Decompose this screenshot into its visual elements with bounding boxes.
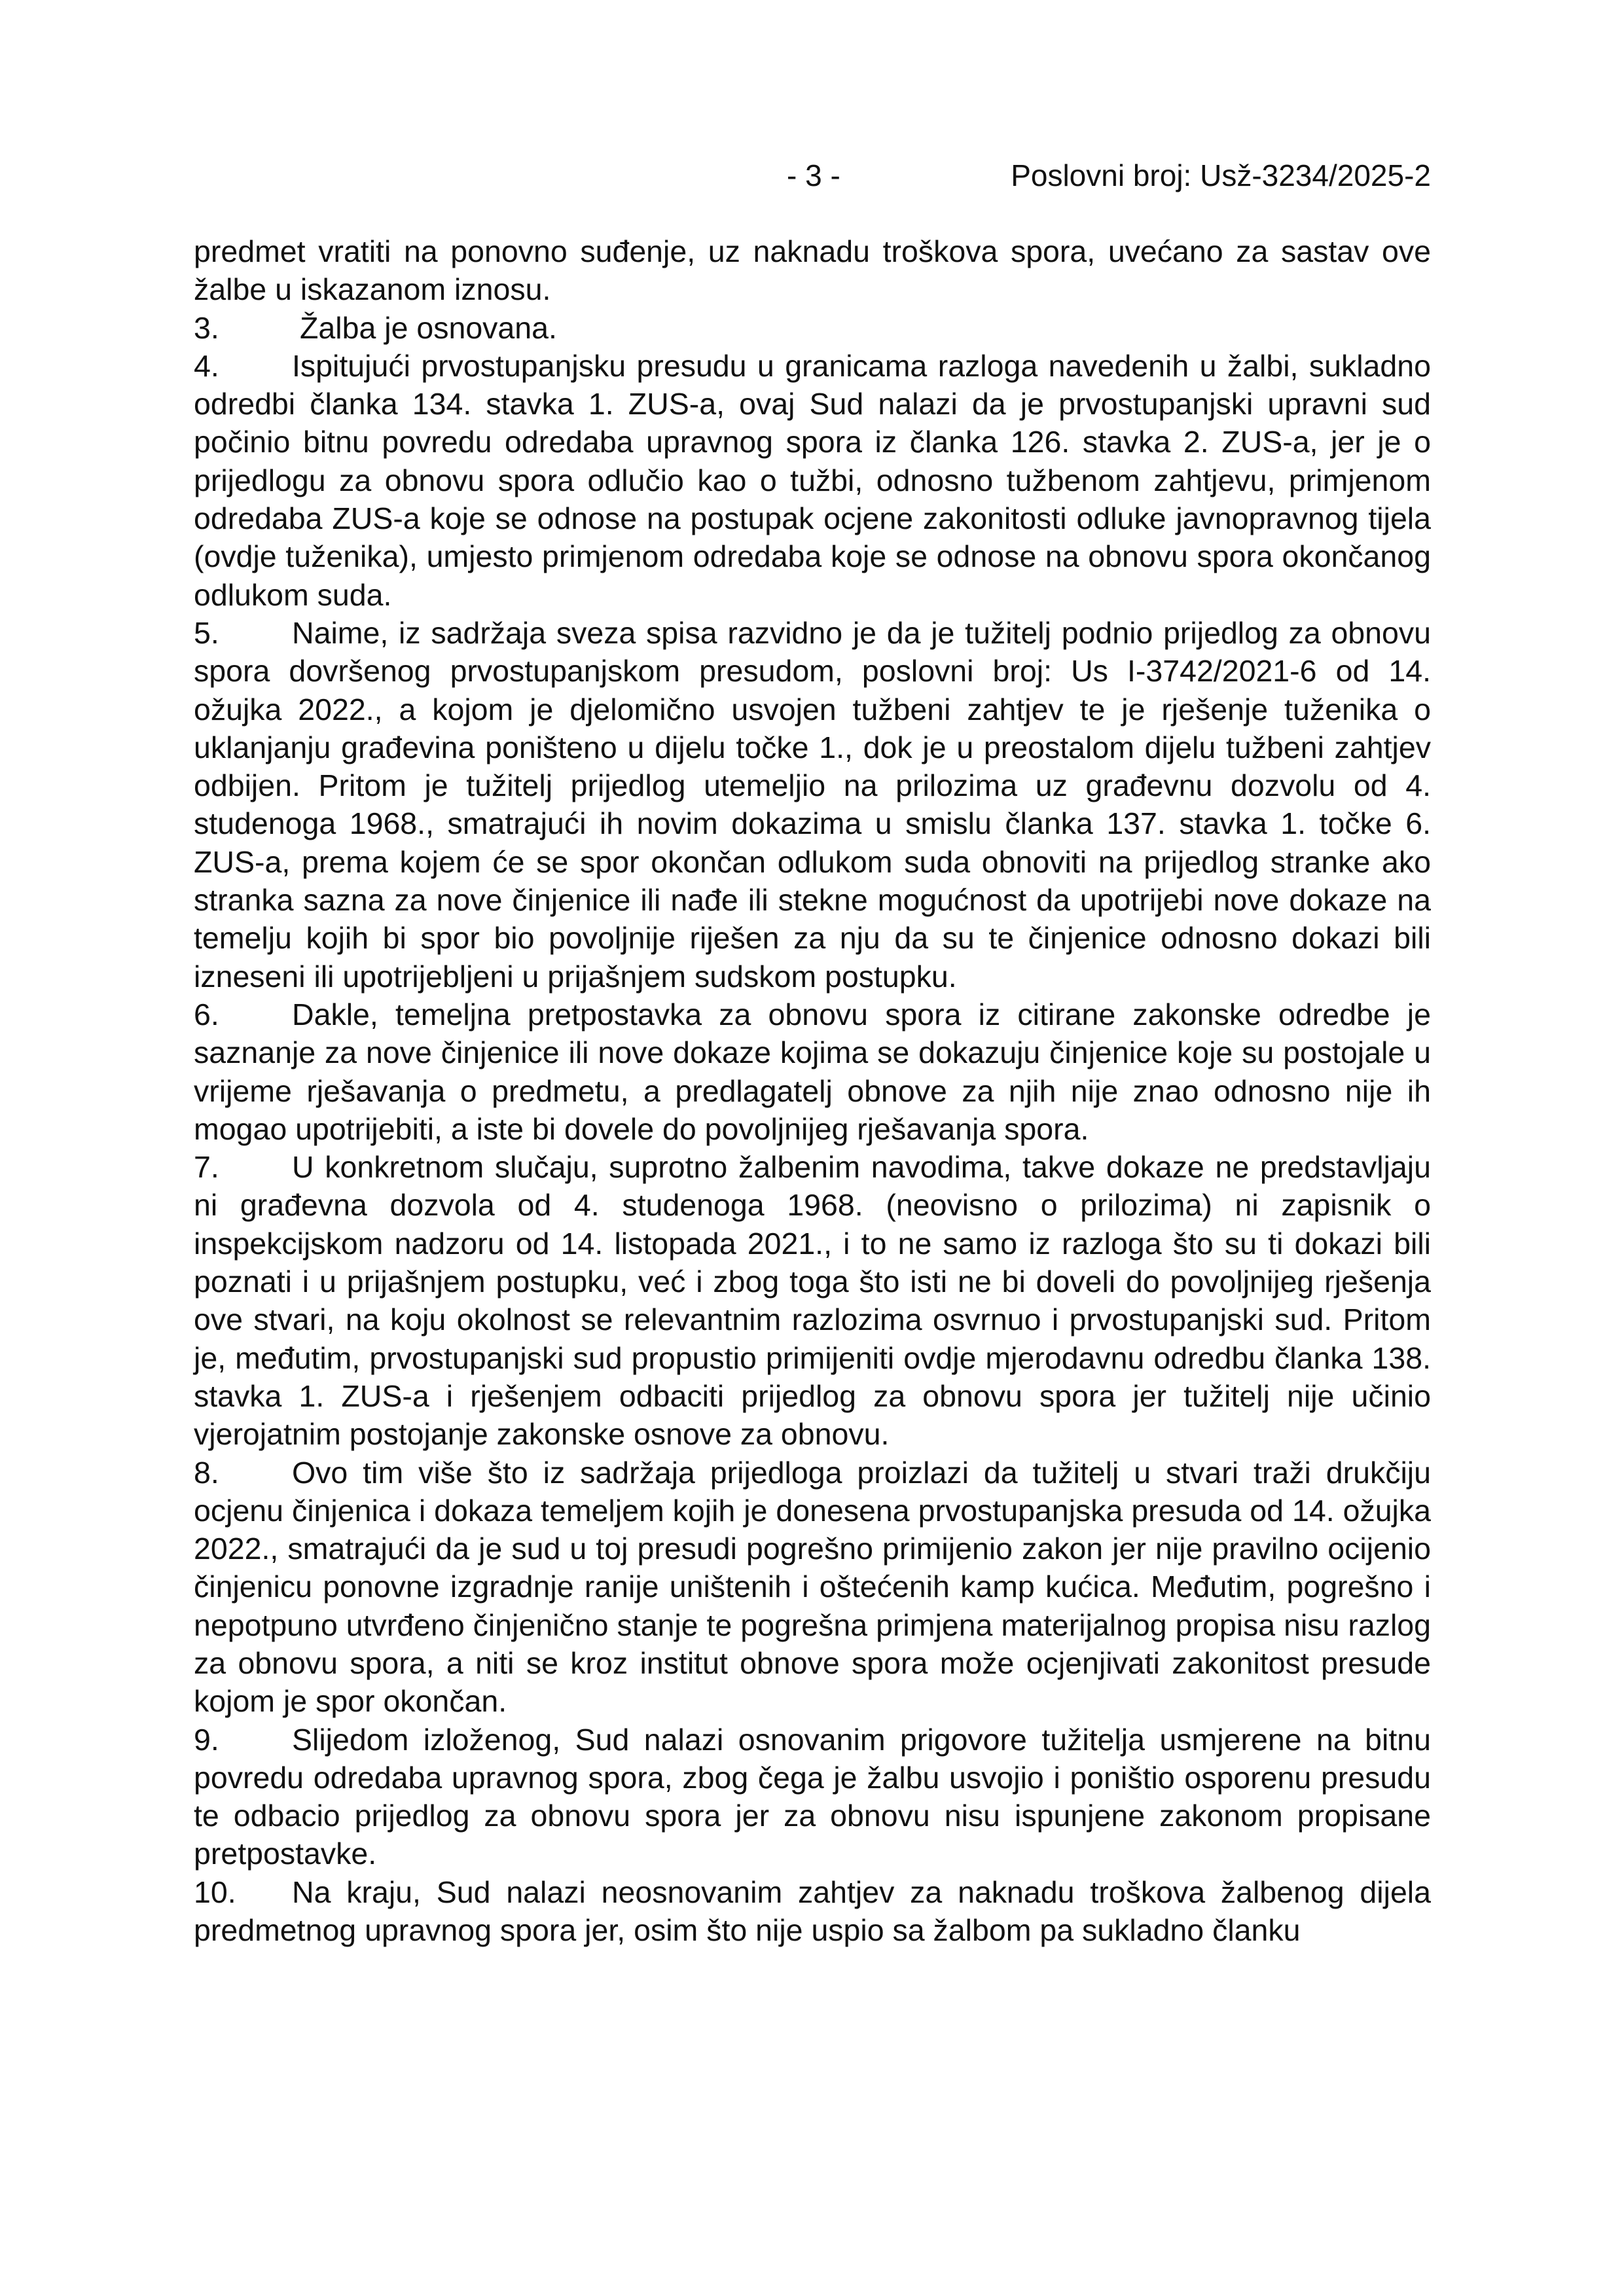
paragraph-text: Ovo tim više što iz sadržaja prijedloga proizlazi da tužitelj u stvari traži drukčiju ocjenu činjenica i dokaza temeljem kojih je donesena prvostupanjska presuda od 14. ožujka 2022., smatrajući da je sud u toj presudi pogrešno primijenio zakon jer nije pravilno ocijenio činjenicu ponovne izgradnje ranije uništenih i oštećenih kamp kućica. Međutim, pogrešno i nepotpuno utvrđeno činjenično stanje te pogrešna primjena materijalnog propisa nisu razlog za obnovu spora, a niti se kroz institut obnove spora može ocjenjivati zakonitost presude kojom je spor okončan. <box>194 1455 1431 1719</box>
paragraph-number: 4. <box>194 348 219 383</box>
paragraph-5 <box>194 614 1431 996</box>
page-header <box>194 156 1431 195</box>
paragraph-4 <box>194 347 1431 614</box>
paragraph-number: 5. <box>194 615 219 650</box>
document-body <box>194 232 1431 1949</box>
paragraph-text: Naime, iz sadržaja sveza spisa razvidno je da je tužitelj podnio prijedlog za obnovu spora dovršenog prvostupanjskom presudom, poslovni broj: Us I-3742/2021-6 od 14. ožujka 2022., a kojom je djelomično usvojen tužbeni zahtjev te je rješenje tuženika o uklanjanju građevina poništeno u dijelu točke 1., dok je u preostalom dijelu tužbeni zahtjev odbijen. Pritom je tužitelj prijedlog utemeljio na prilozima uz građevnu dozvolu od 4. studenoga 1968., smatrajući ih novim dokazima u smislu članka 137. stavka 1. točke 6. ZUS-a, prema kojem će se spor okončan odlukom suda obnoviti na prijedlog stranke ako stranka sazna za nove činjenice ili nađe ili stekne mogućnost da upotrijebi nove dokaze na temelju kojih bi spor bio povoljnije riješen za nju da su te činjenice odnosno dokazi bili izneseni ili upotrijebljeni u prijašnjem sudskom postupku. <box>194 615 1431 994</box>
paragraph-text: predmet vratiti na ponovno suđenje, uz naknadu troškova spora, uvećano za sastav ove žalbe u iskazanom iznosu. <box>194 234 1431 307</box>
paragraph-6 <box>194 996 1431 1148</box>
page-number: - 3 - <box>787 158 840 192</box>
paragraph-text: Ispitujući prvostupanjsku presudu u granicama razloga navedenih u žalbi, sukladno odredbi članka 134. stavka 1. ZUS-a, ovaj Sud nalazi da je prvostupanjski upravni sud počinio bitnu povredu odredaba upravnog spora iz članka 126. stavka 2. ZUS-a, jer je o prijedlogu za obnovu spora odlučio kao o tužbi, odnosno tužbenom zahtjevu, primjenom odredaba ZUS-a koje se odnose na postupak ocjene zakonitosti odluke javnopravnog tijela (ovdje tuženika), umjesto primjenom odredaba koje se odnose na obnovu spora okončanog odlukom suda. <box>194 348 1431 612</box>
paragraph-text: Dakle, temeljna pretpostavka za obnovu spora iz citirane zakonske odredbe je saznanje za nove činjenice ili nove dokaze kojima se dokazuju činjenice koje su postojale u vrijeme rješavanja o predmetu, a predlagatelj obnove za njih nije znao odnosno nije ih mogao upotrijebiti, a iste bi dovele do povoljnijeg rješavanja spora. <box>194 997 1431 1146</box>
intro-paragraph <box>194 232 1431 309</box>
paragraph-10 <box>194 1873 1431 1950</box>
paragraph-number: 9. <box>194 1722 219 1757</box>
paragraph-8 <box>194 1454 1431 1721</box>
paragraph-text: U konkretnom slučaju, suprotno žalbenim navodima, takve dokaze ne predstavljaju ni građevna dozvola od 4. studenoga 1968. (neovisno o prilozima) ni zapisnik o inspekcijskom nadzoru od 14. listopada 2021., i to ne samo iz razloga što su ti dokazi bili poznati i u prijašnjem postupku, već i zbog toga što isti ne bi doveli do povoljnijeg rješenja ove stvari, na koju okolnost se relevantnim razlozima osvrnuo i prvostupanjski sud. Pritom je, međutim, prvostupanjski sud propustio primijeniti ovdje mjerodavnu odredbu članka 138. stavka 1. ZUS-a i rješenjem odbaciti prijedlog za obnovu spora jer tužitelj nije učinio vjerojatnim postojanje zakonske osnove za obnovu. <box>194 1150 1431 1452</box>
paragraph-text: Žalba je osnovana. <box>300 310 557 345</box>
paragraph-number: 7. <box>194 1150 219 1185</box>
paragraph-text: Slijedom izloženog, Sud nalazi osnovanim prigovore tužitelja usmjerene na bitnu povredu odredaba upravnog spora, zbog čega je žalbu usvojio i poništio osporenu presudu te odbacio prijedlog za obnovu spora jer za obnovu nisu ispunjene zakonom propisane pretpostavke. <box>194 1722 1431 1871</box>
paragraph-number: 6. <box>194 997 219 1031</box>
paragraph-number: 8. <box>194 1455 219 1490</box>
paragraph-3 <box>194 309 1431 347</box>
paragraph-number: 10. <box>194 1874 236 1909</box>
case-number: Poslovni broj: Usž-3234/2025-2 <box>1011 158 1431 192</box>
paragraph-9 <box>194 1721 1431 1873</box>
paragraph-7 <box>194 1148 1431 1453</box>
paragraph-number: 3. <box>194 310 219 345</box>
paragraph-text: Na kraju, Sud nalazi neosnovanim zahtjev za naknadu troškova žalbenog dijela predmetnog upravnog spora jer, osim što nije uspio sa žalbom pa sukladno članku <box>194 1874 1431 1948</box>
